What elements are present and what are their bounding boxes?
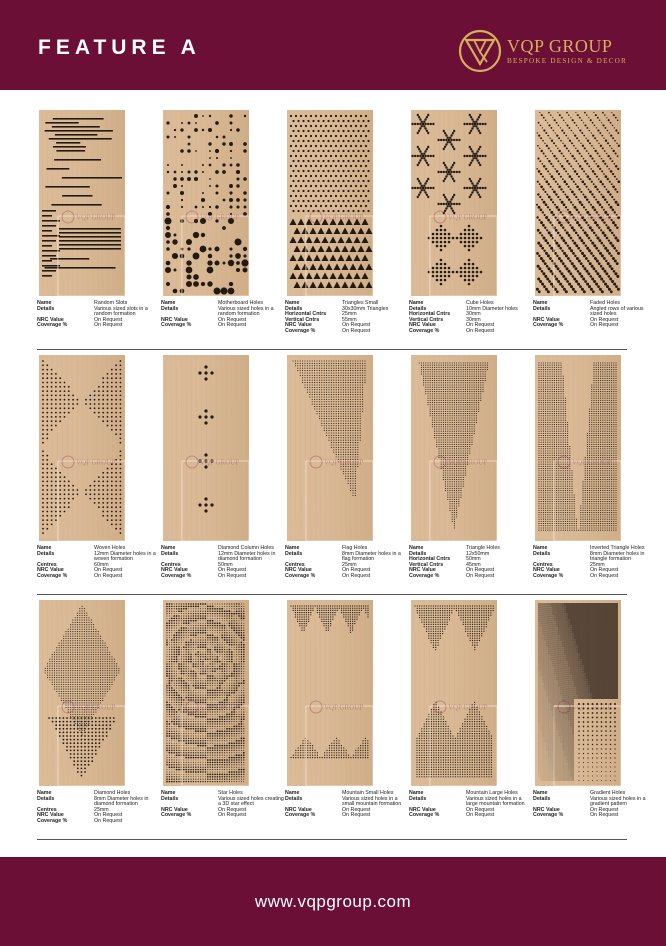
spec-label: Vertical Cntrs	[285, 316, 320, 323]
product-card	[409, 600, 529, 840]
spec-value: On Request	[590, 812, 619, 819]
spec-label: NRC Value	[533, 806, 560, 813]
panel-swatch	[287, 600, 373, 786]
spec-label: Centres	[533, 561, 553, 568]
spec-value: On Request	[94, 812, 123, 819]
spec-label: Coverage %	[161, 322, 192, 329]
spec-label: Details	[533, 305, 551, 312]
spec-label: Coverage %	[409, 812, 440, 819]
perforation-pattern-image	[535, 600, 621, 786]
spec-value: 12mm Diameter holes in diamond formation	[218, 550, 276, 563]
spec-label: Coverage %	[409, 327, 440, 334]
spec-table	[409, 301, 533, 335]
spec-row	[285, 813, 409, 819]
spec-row	[285, 574, 409, 580]
perforation-pattern-image	[287, 600, 373, 786]
spec-label: NRC Value	[285, 567, 312, 574]
panel-swatch	[535, 600, 621, 786]
panel-swatch	[163, 355, 249, 541]
spec-value: On Request	[94, 567, 123, 574]
spec-value: On Request	[590, 567, 619, 574]
spec-value: 8mm Diameter holes in triangle formation	[590, 550, 645, 563]
svg-text:VQP GROUP: VQP GROUP	[448, 213, 488, 222]
spec-value: 25mm	[590, 561, 605, 568]
spec-label: Coverage %	[285, 572, 316, 579]
spec-label: Coverage %	[37, 817, 68, 824]
svg-text:VQP GROUP: VQP GROUP	[448, 458, 488, 467]
spec-value: On Request	[218, 812, 247, 819]
spec-row	[533, 574, 657, 580]
spec-label: Details	[285, 305, 303, 312]
spec-value: 30x30mm Triangles	[342, 305, 389, 312]
spec-label: Horizontal Cntrs	[285, 311, 327, 318]
spec-value: Various sized holes in a random formation	[218, 305, 274, 318]
spec-table	[285, 546, 409, 580]
spec-label: Horizontal Cntrs	[409, 556, 451, 563]
spec-table	[409, 546, 533, 580]
spec-value: On Request	[342, 572, 371, 579]
spec-label: Details	[533, 795, 551, 802]
spec-value: Various sized holes creating a 3D star effect	[218, 795, 284, 808]
perforation-pattern-image	[39, 355, 125, 541]
page-title: FEATURE A	[38, 36, 201, 59]
product-card	[161, 600, 284, 840]
spec-label: Details	[37, 795, 55, 802]
product-card	[285, 355, 405, 595]
product-card	[285, 600, 405, 840]
spec-label: Details	[533, 550, 551, 557]
spec-value: Angled rows of various sized holes	[590, 305, 644, 318]
spec-value: On Request	[590, 322, 619, 329]
spec-label: NRC Value	[285, 322, 312, 329]
panel-swatch	[535, 355, 621, 541]
spec-label: Coverage %	[161, 572, 192, 579]
spec-label: NRC Value	[37, 567, 64, 574]
spec-value: Random Slots	[94, 300, 128, 306]
spec-value: On Request	[94, 316, 123, 323]
spec-value: Triangle Holes	[466, 545, 500, 551]
spec-table	[37, 301, 161, 329]
spec-label: Details	[285, 795, 303, 802]
spec-label: Centres	[37, 806, 57, 813]
panel-swatch	[411, 110, 497, 296]
spec-value: 25mm	[342, 561, 357, 568]
perforation-pattern-image	[39, 600, 125, 786]
spec-value: Various sized holes in a small mountain formation	[342, 795, 402, 808]
spec-value: 8mm Diameter holes in a flag formation	[342, 550, 401, 563]
product-card	[161, 355, 281, 595]
spec-value: Motherboard Holes	[218, 300, 264, 306]
spec-value: 12mm Diameter holes in a woven formation	[94, 550, 156, 563]
perforation-pattern-image	[287, 355, 373, 541]
spec-label: NRC Value	[533, 316, 560, 323]
svg-text:VQP GROUP: VQP GROUP	[76, 213, 116, 222]
product-card	[37, 600, 157, 840]
spec-value: On Request	[342, 327, 371, 334]
svg-text:VQP GROUP: VQP GROUP	[324, 213, 364, 222]
spec-value: On Request	[342, 322, 371, 329]
spec-label: NRC Value	[161, 806, 188, 813]
spec-value: On Request	[466, 567, 495, 574]
spec-row	[161, 323, 285, 329]
spec-value: On Request	[466, 806, 495, 813]
product-card	[409, 355, 529, 595]
svg-text:VQP GROUP: VQP GROUP	[76, 458, 116, 467]
spec-value: On Request	[466, 812, 495, 819]
brand-logo	[457, 28, 637, 76]
spec-label: Name	[37, 300, 52, 306]
panel-swatch	[39, 600, 125, 786]
spec-value: On Request	[466, 327, 495, 334]
spec-value: 30mm	[466, 316, 481, 323]
spec-table	[285, 791, 409, 819]
spec-table	[161, 546, 285, 580]
perforation-pattern-image	[535, 110, 621, 296]
perforation-pattern-image	[163, 355, 249, 541]
spec-value: On Request	[94, 572, 123, 579]
spec-value: On Request	[342, 567, 371, 574]
spec-value: 8mm Diameter holes in diamond formation	[94, 795, 149, 808]
vqp-logo-icon	[457, 28, 503, 74]
spec-label: Name	[37, 790, 52, 796]
perforation-pattern-image	[163, 110, 249, 296]
spec-table	[533, 546, 657, 580]
panel-swatch	[39, 110, 125, 296]
panel-swatch	[287, 110, 373, 296]
spec-row	[161, 574, 285, 580]
product-card	[161, 110, 281, 350]
spec-value: 50mm	[466, 556, 481, 563]
spec-label: Details	[37, 550, 55, 557]
spec-label: Vertical Cntrs	[409, 316, 444, 323]
spec-label: NRC Value	[533, 567, 560, 574]
spec-value: On Request	[218, 316, 247, 323]
spec-value: Mountain Large Holes	[466, 790, 518, 796]
spec-table	[285, 301, 409, 335]
spec-value: Flag Holes	[342, 545, 368, 551]
spec-value: On Request	[590, 572, 619, 579]
spec-label: Name	[161, 545, 176, 551]
product-card	[285, 110, 405, 350]
spec-label: Centres	[37, 561, 57, 568]
spec-label: Coverage %	[37, 322, 68, 329]
product-card	[37, 110, 157, 350]
spec-value: On Request	[342, 812, 371, 819]
spec-table	[409, 791, 533, 819]
panel-swatch	[163, 110, 249, 296]
spec-label: Coverage %	[533, 812, 564, 819]
spec-value: On Request	[94, 817, 123, 824]
perforation-pattern-image	[535, 355, 621, 541]
spec-label: Coverage %	[533, 322, 564, 329]
spec-label: Coverage %	[533, 572, 564, 579]
svg-text:VQP GROUP: VQP GROUP	[200, 213, 240, 222]
spec-label: Name	[409, 545, 424, 551]
spec-row	[285, 329, 409, 335]
svg-text:VQP GROUP: VQP GROUP	[572, 213, 612, 222]
spec-row	[409, 329, 533, 335]
spec-table	[533, 301, 657, 329]
spec-value: 55mm	[342, 316, 357, 323]
spec-row	[409, 813, 533, 819]
spec-value: Various sized slots in a random formation	[94, 305, 148, 318]
header-bar	[0, 0, 666, 90]
spec-label: NRC Value	[161, 567, 188, 574]
spec-value: On Request	[218, 572, 247, 579]
spec-label: Name	[533, 790, 548, 796]
perforation-pattern-image	[411, 110, 497, 296]
spec-label: Details	[161, 795, 179, 802]
spec-label: Name	[285, 790, 300, 796]
spec-label: NRC Value	[409, 567, 436, 574]
spec-label: NRC Value	[161, 316, 188, 323]
product-row	[37, 600, 646, 840]
spec-label: Details	[409, 795, 427, 802]
spec-label: Coverage %	[285, 812, 316, 819]
spec-label: Coverage %	[409, 572, 440, 579]
website-url: www.vqpgroup.com	[254, 892, 412, 911]
spec-row	[37, 574, 161, 580]
svg-text:VQP GROUP: VQP GROUP	[200, 458, 240, 467]
spec-label: NRC Value	[409, 322, 436, 329]
spec-table	[533, 791, 657, 819]
spec-label: Name	[409, 790, 424, 796]
perforation-pattern-image	[411, 600, 497, 786]
spec-row	[533, 813, 657, 819]
spec-label: NRC Value	[37, 812, 64, 819]
spec-value: Star Holes	[218, 790, 243, 796]
spec-label: Details	[161, 305, 179, 312]
spec-label: Name	[161, 300, 176, 306]
spec-value: On Request	[218, 322, 247, 329]
product-card	[409, 110, 529, 350]
spec-value: Diamond Holes	[94, 790, 131, 796]
spec-table	[161, 791, 285, 819]
spec-value: On Request	[342, 806, 371, 813]
spec-value: Various sized holes in a large mountain formation	[466, 795, 525, 808]
panel-swatch	[163, 600, 249, 786]
spec-label: Details	[285, 550, 303, 557]
panel-swatch	[535, 110, 621, 296]
spec-value: 25mm	[342, 311, 357, 318]
spec-label: NRC Value	[285, 806, 312, 813]
panel-swatch	[287, 355, 373, 541]
spec-value: 10mm Diameter holes	[466, 305, 518, 312]
spec-label: Name	[533, 545, 548, 551]
logo-tagline: BESPOKE DESIGN & DECOR	[507, 57, 628, 65]
spec-value: 60mm	[94, 561, 109, 568]
spec-value: Cube Holes	[466, 300, 494, 306]
spec-label: Name	[161, 790, 176, 796]
perforation-pattern-image	[411, 355, 497, 541]
spec-value: Mountain Small Holes	[342, 790, 394, 796]
spec-value: 50mm	[218, 561, 233, 568]
spec-label: Details	[37, 305, 55, 312]
spec-value: On Request	[218, 567, 247, 574]
svg-text:VQP GROUP: VQP GROUP	[324, 458, 364, 467]
spec-table	[37, 546, 161, 580]
spec-label: Horizontal Cntrs	[409, 311, 451, 318]
spec-label: Details	[161, 550, 179, 557]
spec-value: Diamond Column Holes	[218, 545, 274, 551]
spec-table	[37, 791, 161, 825]
spec-value: 12x50mm	[466, 550, 490, 557]
spec-label: Name	[409, 300, 424, 306]
spec-value: 45mm	[466, 561, 481, 568]
spec-label: Coverage %	[285, 327, 316, 334]
spec-value: Inverted Triangle Holes	[590, 545, 645, 551]
spec-label: Name	[533, 300, 548, 306]
spec-value: On Request	[94, 322, 123, 329]
perforation-pattern-image	[39, 110, 125, 296]
perforation-pattern-image	[287, 110, 373, 296]
spec-value: 30mm	[466, 311, 481, 318]
product-card	[533, 355, 653, 595]
product-row	[37, 110, 644, 350]
spec-value: On Request	[218, 806, 247, 813]
spec-value: Woven Holes	[94, 545, 126, 551]
product-row	[37, 355, 645, 595]
product-card	[533, 110, 653, 350]
spec-label: Name	[37, 545, 52, 551]
panel-swatch	[411, 355, 497, 541]
spec-label: NRC Value	[409, 806, 436, 813]
spec-row	[409, 574, 533, 580]
perforation-pattern-image	[163, 600, 249, 786]
product-card	[533, 600, 653, 840]
spec-label: Coverage %	[161, 812, 192, 819]
spec-label: Name	[285, 545, 300, 551]
spec-label: Centres	[161, 561, 181, 568]
spec-label: Details	[409, 550, 427, 557]
spec-value: Various sized holes in a gradient pattern	[590, 795, 646, 808]
spec-row	[37, 323, 161, 329]
spec-label: Centres	[285, 561, 305, 568]
spec-value: Faded Holes	[590, 300, 621, 306]
spec-label: Name	[285, 300, 300, 306]
spec-table	[161, 301, 285, 329]
panel-swatch	[411, 600, 497, 786]
spec-row	[37, 819, 161, 825]
spec-value: On Request	[466, 572, 495, 579]
spec-row	[161, 813, 285, 819]
logo-name: VQP GROUP	[507, 36, 613, 56]
spec-label: NRC Value	[37, 316, 64, 323]
spec-value: 25mm	[94, 806, 109, 813]
spec-value: On Request	[590, 806, 619, 813]
spec-label: Vertical Cntrs	[409, 561, 444, 568]
spec-value: On Request	[466, 322, 495, 329]
spec-value: Gradient Holes	[590, 790, 626, 796]
spec-value: Triangles Small	[342, 300, 379, 306]
spec-label: Coverage %	[37, 572, 68, 579]
product-card	[37, 355, 157, 595]
spec-label: Details	[409, 305, 427, 312]
panel-swatch	[39, 355, 125, 541]
spec-row	[533, 323, 657, 329]
spec-value: On Request	[590, 316, 619, 323]
